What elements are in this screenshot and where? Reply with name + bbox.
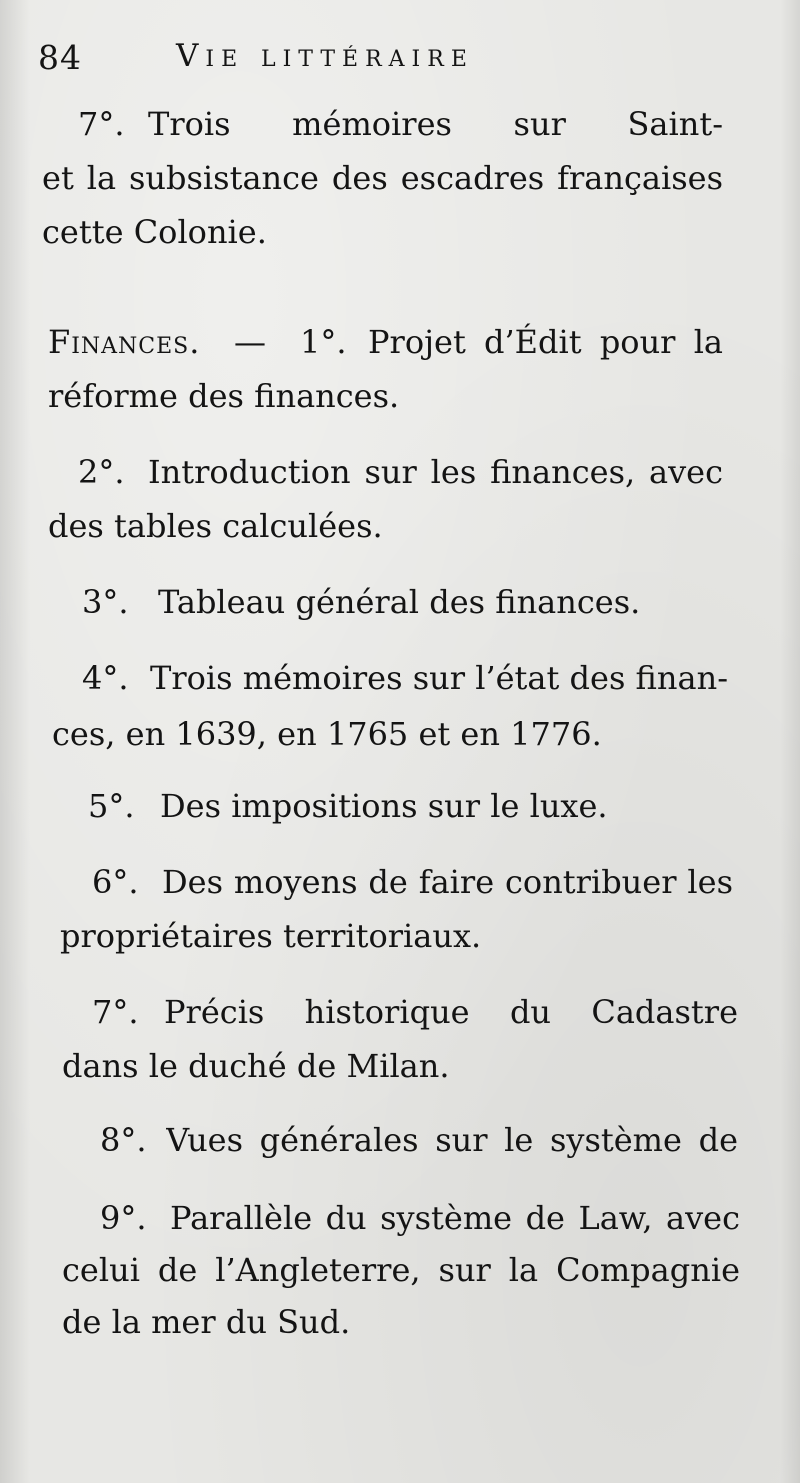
list-item-text: cette Colonie.: [42, 213, 267, 251]
list-item-text: Projet d’Édit pour la: [368, 323, 723, 361]
list-item-text: ces, en 1639, en 1765 et en 1776.: [52, 715, 602, 753]
list-item-label: 6°.: [92, 863, 139, 901]
list-item-text: réforme des finances.: [48, 377, 400, 415]
list-item-label: 9°.: [100, 1199, 147, 1237]
gutter-shadow: [0, 0, 30, 1483]
list-item-text: celui de l’Angleterre, sur la Compagnie: [62, 1251, 740, 1289]
list-item-text: Trois mémoires sur Saint-: [148, 105, 723, 143]
list-item-text: propriétaires territoriaux.: [60, 917, 482, 955]
list-item-label: 7°.: [92, 993, 139, 1031]
page-number: 84: [38, 38, 82, 77]
edge-shadow: [780, 0, 800, 1483]
list-item-text: dans le duché de Milan.: [62, 1047, 450, 1085]
list-item-label: 2°.: [78, 453, 125, 491]
list-item-label: 5°.: [88, 787, 135, 825]
list-item-text: Tableau général des finances.: [158, 583, 641, 621]
list-item-text: des tables calculées.: [48, 507, 383, 545]
list-item-label: 7°.: [78, 105, 125, 143]
list-item-text: Des moyens de faire contribuer les: [162, 863, 733, 901]
list-item-text: de la mer du Sud.: [62, 1303, 351, 1341]
section-heading: Finances.: [48, 323, 201, 361]
list-item-text: Trois mémoires sur l’état des finan-: [150, 659, 728, 697]
section-dash: —: [234, 323, 266, 361]
list-item-label: 8°.: [100, 1121, 147, 1159]
list-item-text: Vues générales sur le système de: [166, 1121, 738, 1159]
list-item-label: 3°.: [82, 583, 129, 621]
list-item-text: Parallèle du système de Law, avec: [170, 1199, 740, 1237]
page-header: [38, 38, 760, 88]
list-item-text: Introduction sur les finances, avec: [148, 453, 723, 491]
running-title: Vie littéraire: [176, 38, 474, 74]
list-item-text: et la subsistance des escadres françaises: [42, 159, 723, 197]
list-item-text: Des impositions sur le luxe.: [160, 787, 608, 825]
list-item-label: 1°.: [300, 323, 347, 361]
list-item-text: Précis historique du Cadastre: [164, 993, 738, 1031]
list-item-label: 4°.: [82, 659, 129, 697]
